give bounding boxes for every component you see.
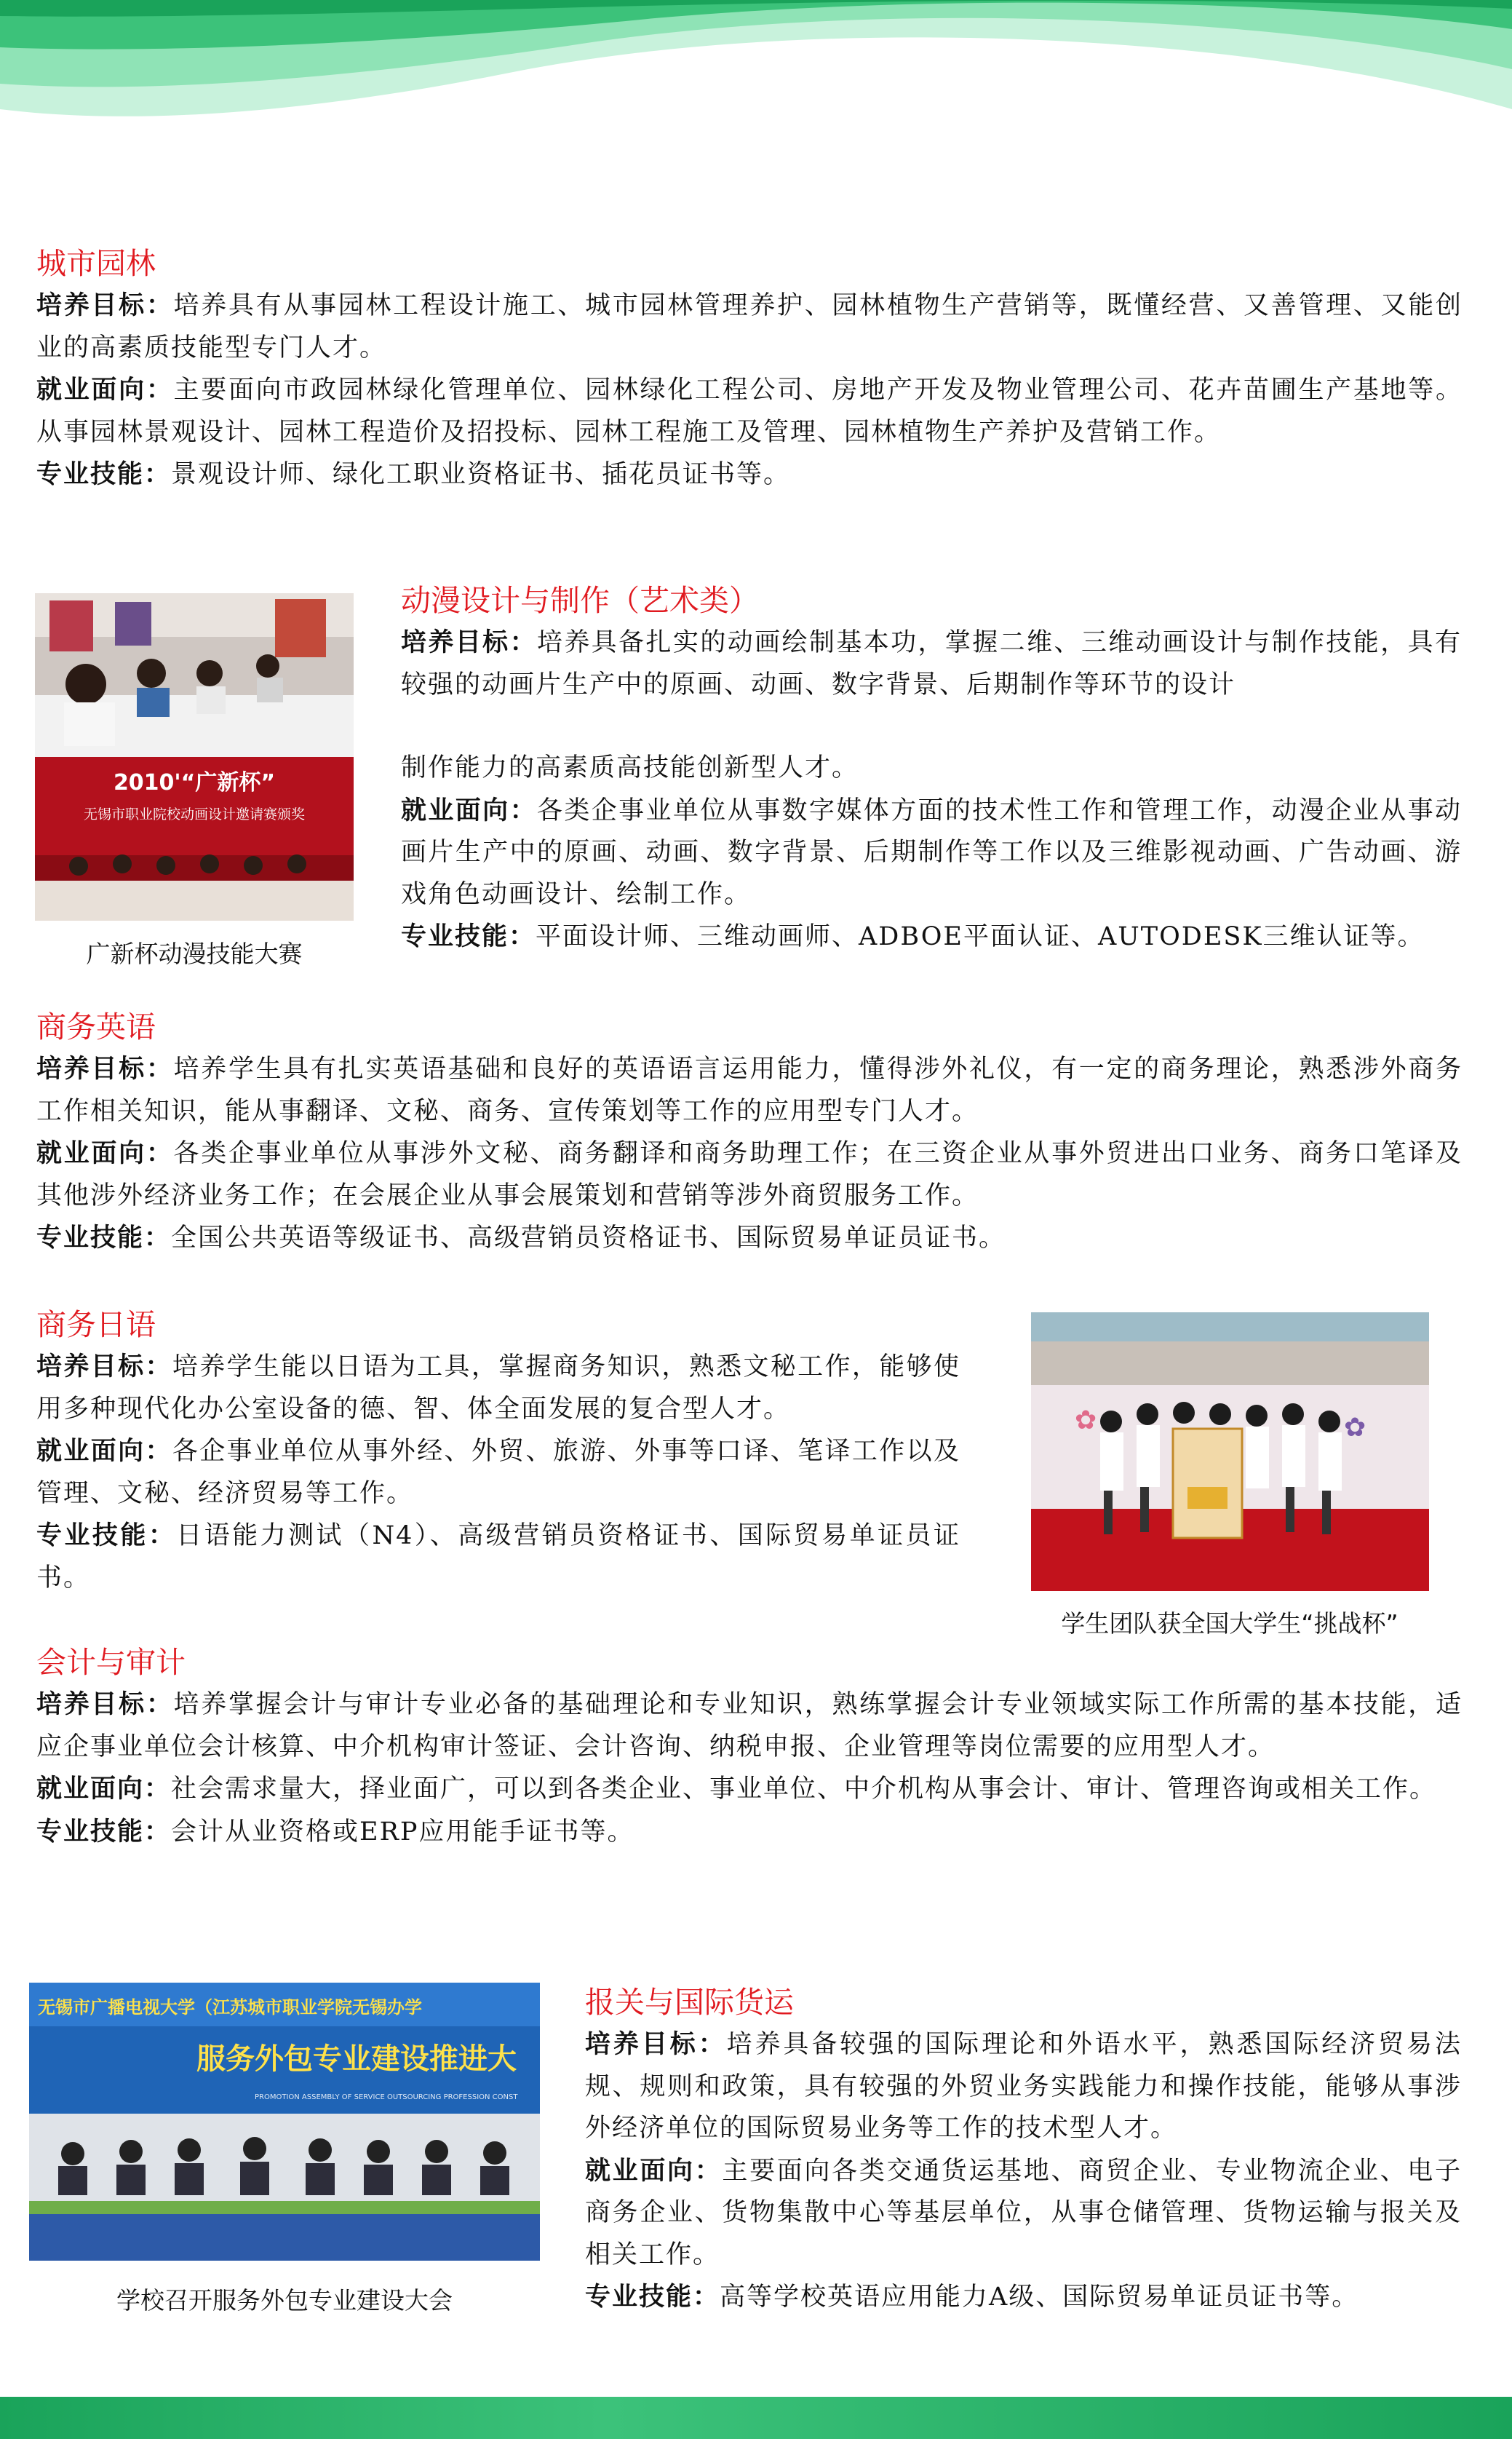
job-label: 就业面向： bbox=[36, 375, 174, 405]
job-label: 就业面向： bbox=[36, 1138, 174, 1168]
skill-label: 专业技能： bbox=[36, 1520, 177, 1550]
job-paragraph bbox=[36, 1133, 1463, 1217]
banner-line3-text: PROMOTION ASSEMBLY OF SERVICE OUTSOURCING PROFESSION CONST bbox=[255, 2093, 518, 2101]
goal-paragraph bbox=[401, 622, 1462, 706]
skill-text: 会计从业资格或ERP应用能手证书等。 bbox=[171, 1817, 634, 1847]
goal-paragraph bbox=[36, 285, 1463, 369]
photo-illustration bbox=[1031, 1312, 1429, 1591]
backdrop-decoration: ✿ bbox=[1075, 1405, 1097, 1435]
job-paragraph bbox=[585, 2150, 1462, 2277]
job-text: 主要面向市政园林绿化管理单位、园林绿化工程公司、房地产开发及物业管理公司、花卉苗圃生产基地等。从事园林景观设计、园林工程造价及招投标、园林工程施工及管理、园林植物生产养护及营销工作。 bbox=[36, 376, 1463, 447]
skill-paragraph bbox=[36, 1515, 960, 1599]
skill-label: 专业技能： bbox=[36, 1816, 172, 1847]
section-title: 商务日语 bbox=[36, 1307, 156, 1342]
photo-animation-contest bbox=[35, 593, 354, 921]
photo-caption: 广新杯动漫技能大赛 bbox=[86, 940, 303, 968]
job-text: 各企事业单位从事外经、外贸、旅游、外事等口译、笔译工作以及管理、文秘、经济贸易等工作。 bbox=[36, 1437, 960, 1508]
skill-paragraph bbox=[36, 453, 1463, 496]
section-title: 会计与审计 bbox=[36, 1645, 186, 1680]
job-paragraph bbox=[36, 1430, 960, 1515]
goal-label: 培养目标： bbox=[401, 627, 537, 657]
job-label: 就业面向： bbox=[585, 2155, 723, 2186]
photo-illustration bbox=[35, 593, 354, 921]
job-label: 就业面向： bbox=[401, 795, 537, 825]
photo-caption: 学校召开服务外包专业建设大会 bbox=[116, 2286, 453, 2315]
spacer bbox=[401, 706, 1462, 747]
job-text: 各类企事业单位从事涉外文秘、商务翻译和商务助理工作；在三资企业从事外贸进出口业务、商务口笔译及其他涉外经济业务工作；在会展企业从事会展策划和营销等涉外商贸服务工作。 bbox=[36, 1139, 1463, 1210]
job-label: 就业面向： bbox=[36, 1436, 172, 1466]
section-title: 动漫设计与制作（艺术类） bbox=[401, 583, 759, 618]
bottom-green-band bbox=[0, 2397, 1512, 2439]
photo-illustration bbox=[29, 1983, 540, 2261]
banner-line1-text: 无锡市广播电视大学（江苏城市职业学院无锡办学 bbox=[38, 1997, 422, 2018]
goal-label: 培养目标： bbox=[36, 1689, 174, 1719]
banner-year-text: 2010'“广新杯” bbox=[113, 770, 276, 796]
goal-label: 培养目标： bbox=[585, 2029, 727, 2059]
photo-challenge-cup-team bbox=[1031, 1312, 1429, 1591]
section-customs-freight bbox=[585, 1981, 1462, 2319]
skill-paragraph bbox=[585, 2276, 1462, 2319]
section-title: 城市园林 bbox=[36, 246, 156, 281]
goal-text: 培养学生具有扎实英语基础和良好的英语语言运用能力，懂得涉外礼仪，有一定的商务理论，熟悉涉外商务工作相关知识，能从事翻译、文秘、商务、宣传策划等工作的应用型专门人才。 bbox=[36, 1055, 1463, 1126]
section-title: 商务英语 bbox=[36, 1010, 156, 1044]
photo-caption: 学生团队获全国大学生“挑战杯” bbox=[1061, 1609, 1398, 1638]
goal-text: 培养具有从事园林工程设计施工、城市园林管理养护、园林植物生产营销等，既懂经营、又善管理、又能创业的高素质技能型专门人才。 bbox=[36, 291, 1463, 362]
goal-label: 培养目标： bbox=[36, 1352, 172, 1381]
goal-label: 培养目标： bbox=[36, 290, 174, 320]
section-animation-design bbox=[401, 579, 1462, 959]
skill-text: 日语能力测试（N4）、高级营销员资格证书、国际贸易单证员证书。 bbox=[36, 1521, 960, 1593]
banner-subtitle-text: 无锡市职业院校动画设计邀请赛颁奖 bbox=[83, 806, 306, 822]
skill-label: 专业技能： bbox=[585, 2282, 720, 2312]
goal-text: 培养学生能以日语为工具，掌握商务知识，熟悉文秘工作，能够使用多种现代化办公室设备的德、智、体全面发展的复合型人才。 bbox=[36, 1352, 960, 1424]
top-wave-decoration bbox=[0, 0, 1512, 146]
skill-paragraph bbox=[401, 916, 1462, 959]
goal-text: 培养具备扎实的动画绘制基本功，掌握二维、三维动画设计与制作技能，具有较强的动画片生产中的原画、动画、数字背景、后期制作等环节的设计 bbox=[401, 628, 1462, 699]
job-paragraph bbox=[36, 369, 1463, 453]
skill-paragraph bbox=[36, 1811, 1463, 1854]
skill-text: 平面设计师、三维动画师、ADBOE平面认证、AUTODESK三维认证等。 bbox=[536, 922, 1425, 951]
goal-text: 培养掌握会计与审计专业必备的基础理论和专业知识，熟练掌握会计专业领域实际工作所需的基本技能，适应企事业单位会计核算、中介机构审计签证、会计咨询、纳税申报、企业管理等岗位需要的应用型人才。 bbox=[36, 1690, 1463, 1761]
section-business-japanese bbox=[36, 1304, 960, 1599]
goal-label: 培养目标： bbox=[36, 1054, 174, 1084]
skill-paragraph bbox=[36, 1217, 1463, 1260]
job-text: 主要面向各类交通货运基地、商贸企业、专业物流企业、电子商务企业、货物集散中心等基层单位，从事仓储管理、货物运输与报关及相关工作。 bbox=[585, 2156, 1462, 2269]
skill-text: 全国公共英语等级证书、高级营销员资格证书、国际贸易单证员证书。 bbox=[171, 1224, 1006, 1253]
section-business-english bbox=[36, 1006, 1463, 1260]
skill-label: 专业技能： bbox=[36, 459, 172, 489]
job-text: 各类企事业单位从事数字媒体方面的技术性工作和管理工作，动漫企业从事动画片生产中的原画、动画、数字背景、后期制作等工作以及三维影视动画、广告动画、游戏角色动画设计、绘制工作。 bbox=[401, 796, 1462, 909]
goal-paragraph bbox=[36, 1683, 1463, 1768]
job-paragraph bbox=[401, 790, 1462, 916]
skill-text: 高等学校英语应用能力A级、国际贸易单证员证书等。 bbox=[720, 2283, 1359, 2312]
skill-label: 专业技能： bbox=[401, 921, 536, 951]
section-urban-landscape bbox=[36, 242, 1463, 496]
job-label: 就业面向： bbox=[36, 1774, 172, 1804]
photo-outsourcing-conference bbox=[29, 1983, 540, 2261]
job-paragraph bbox=[36, 1768, 1463, 1811]
goal-paragraph bbox=[585, 2023, 1462, 2150]
skill-text: 景观设计师、绿化工职业资格证书、插花员证书等。 bbox=[171, 460, 791, 489]
skill-label: 专业技能： bbox=[36, 1223, 172, 1253]
goal-paragraph bbox=[36, 1346, 960, 1430]
goal-continued-paragraph: 制作能力的高素质高技能创新型人才。 bbox=[401, 753, 859, 782]
section-accounting-audit bbox=[36, 1641, 1463, 1853]
job-text: 社会需求量大，择业面广，可以到各类企业、事业单位、中介机构从事会计、审计、管理咨询或相关工作。 bbox=[171, 1774, 1437, 1804]
backdrop-decoration: ✿ bbox=[1344, 1413, 1366, 1443]
section-title: 报关与国际货运 bbox=[585, 1985, 794, 2020]
goal-paragraph bbox=[36, 1048, 1463, 1133]
banner-line2-text: 服务外包专业建设推进大 bbox=[196, 2042, 517, 2076]
goal-text: 培养具备较强的国际理论和外语水平，熟悉国际经济贸易法规、规则和政策，具有较强的外贸业务实践能力和操作技能，能够从事涉外经济单位的国际贸易业务等工作的技术型人才。 bbox=[585, 2030, 1462, 2143]
